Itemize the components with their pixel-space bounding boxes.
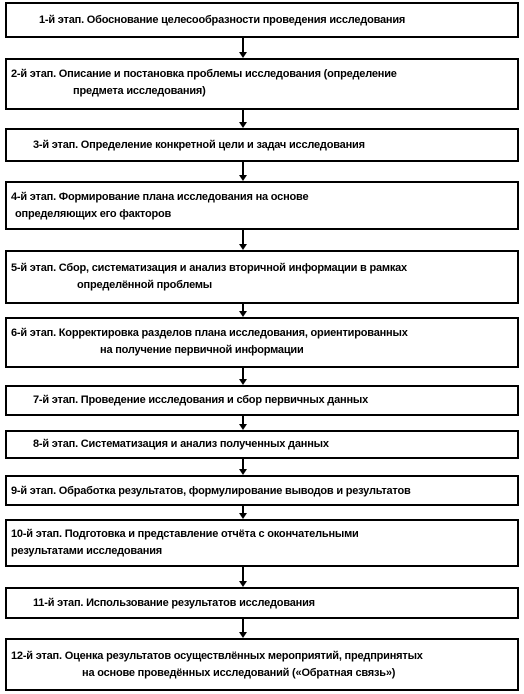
- stage-6-line-1: 6-й этап. Корректировка разделов плана исследования, ориентированных: [11, 327, 408, 339]
- stage-12-line-1: 12-й этап. Оценка результатов осуществлённых мероприятий, предпринятых: [11, 650, 423, 662]
- stage-1-box: [5, 2, 519, 38]
- stage-10-box: [5, 519, 519, 567]
- stage-5-line-1: 5-й этап. Сбор, систематизация и анализ вторичной информации в рамках: [11, 262, 407, 274]
- stage-4-box: [5, 181, 519, 230]
- stage-12-box: [5, 638, 519, 691]
- stage-11-box: [5, 587, 519, 619]
- stage-1-line-1: 1-й этап. Обоснование целесообразности проведения исследования: [39, 14, 406, 26]
- stage-9-line-1: 9-й этап. Обработка результатов, формулирование выводов и результатов: [11, 485, 411, 497]
- stage-7-box: [5, 385, 519, 416]
- stage-7-line-1: 7-й этап. Проведение исследования и сбор первичных данных: [33, 394, 369, 406]
- stage-8-line-1: 8-й этап. Систематизация и анализ полученных данных: [33, 438, 329, 450]
- stage-8-box: [5, 430, 519, 459]
- stage-5-box: [5, 250, 519, 304]
- stage-6-line-2: на получение первичной информации: [100, 344, 304, 356]
- stage-4-line-1: 4-й этап. Формирование плана исследования на основе: [11, 191, 309, 203]
- stage-2-line-2: предмета исследования): [73, 85, 206, 97]
- stage-10-line-2: результатами исследования: [11, 545, 162, 557]
- stage-9-box: [5, 475, 519, 506]
- stage-4-line-2: определяющих его факторов: [15, 208, 172, 220]
- stage-5-line-2: определённой проблемы: [77, 279, 212, 291]
- stage-12-line-2: на основе проведённых исследований («Обратная связь»): [82, 667, 396, 679]
- stage-3-line-1: 3-й этап. Определение конкретной цели и задач исследования: [33, 139, 365, 151]
- stage-11-line-1: 11-й этап. Использование результатов исследования: [33, 597, 315, 609]
- stage-2-line-1: 2-й этап. Описание и постановка проблемы исследования (определение: [11, 68, 397, 80]
- stage-6-box: [5, 317, 519, 368]
- stage-3-box: [5, 128, 519, 162]
- stage-10-line-1: 10-й этап. Подготовка и представление отчёта с окончательными: [11, 528, 359, 540]
- stage-2-box: [5, 58, 519, 110]
